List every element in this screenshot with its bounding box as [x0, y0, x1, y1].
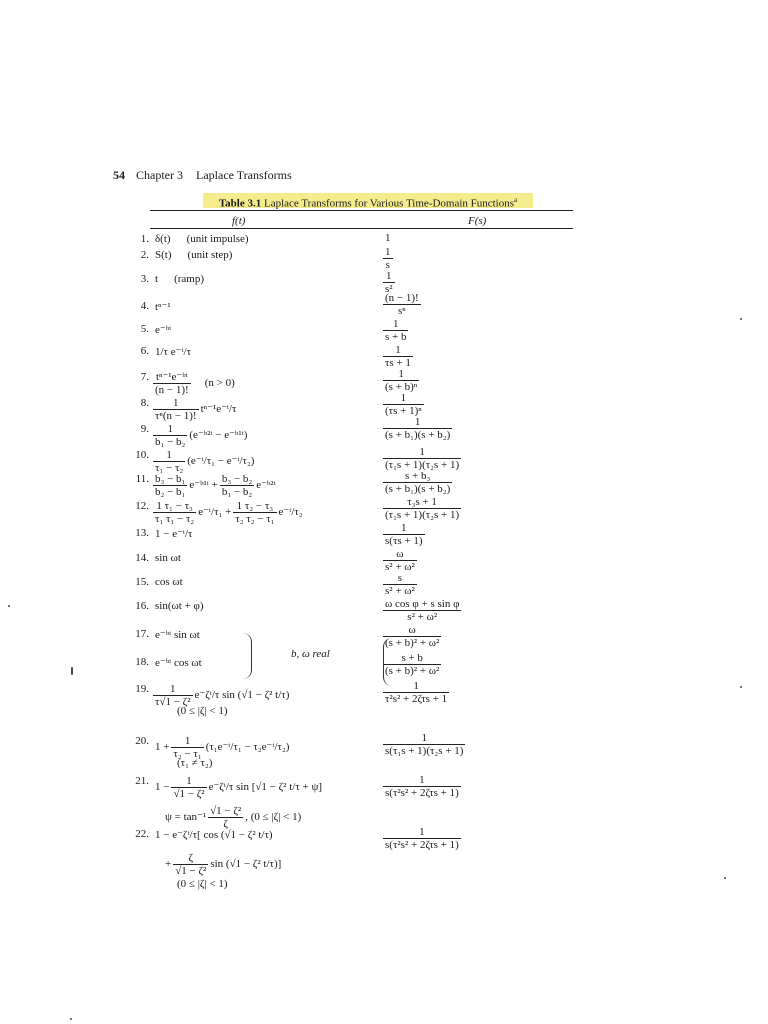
formula-text: (e⁻ᵗ/τ₁ − e⁻ᵗ/τ₂): [187, 455, 255, 468]
formula-text: (τ₁e⁻ᵗ/τ₁ − τ₂e⁻ᵗ/τ₂): [205, 741, 290, 754]
laplace-transform: [383, 416, 452, 441]
row-number: 22.: [135, 828, 149, 840]
laplace-transform: [383, 826, 461, 851]
laplace-transform: [383, 246, 393, 271]
row-number: 2.: [140, 249, 149, 261]
formula-text: sin (√1 − ζ² t/τ)]: [210, 858, 282, 871]
fraction: [383, 246, 393, 271]
fraction: [171, 775, 206, 800]
function-condition: [175, 878, 230, 890]
row-number: 17.: [135, 628, 149, 640]
ft-n: 1: [153, 397, 199, 410]
fs-n: ω: [383, 548, 417, 561]
fs-n: 1: [383, 270, 395, 283]
fs-d: sⁿ: [397, 305, 406, 317]
time-domain-function: [153, 323, 173, 336]
table-header-rule: [150, 228, 573, 229]
ft2-n: ζ: [173, 852, 208, 865]
fs-n: τ₃s + 1: [383, 496, 461, 509]
right-brace: [243, 633, 252, 679]
fs-n: 1: [383, 446, 461, 459]
fs-d: (τs + 1)ⁿ: [385, 405, 422, 417]
fraction: [383, 344, 413, 369]
ft-d: τ√1 − ζ²: [155, 696, 191, 708]
fs-n: 1: [383, 774, 461, 787]
fs-n: 1: [383, 732, 465, 745]
time-domain-function: [153, 600, 206, 612]
laplace-transform: [383, 470, 452, 495]
row-number: 10.: [135, 449, 149, 461]
function-condition: [163, 805, 303, 830]
ft-n2: 1 τ₂ − τ₃: [233, 500, 276, 513]
row-number: 19.: [135, 683, 149, 695]
ft-d2: b₁ − b₂: [221, 486, 253, 498]
fs-d: s² + ω²: [385, 561, 415, 573]
row-number: 7.: [140, 371, 149, 383]
scan-speck: [724, 877, 726, 879]
ft-d: b₁ − b₂: [155, 436, 186, 448]
row-number: 6.: [140, 345, 149, 357]
fraction: [383, 292, 421, 317]
laplace-transform: [383, 680, 449, 705]
row-number: 18.: [135, 656, 149, 668]
row-number: 12.: [135, 500, 149, 512]
fraction: [153, 500, 196, 525]
cond-n: √1 − ζ²: [210, 805, 242, 817]
laplace-transform: [383, 392, 424, 417]
fs-d: (s + b)² + ω²: [385, 637, 440, 649]
time-domain-function: [153, 500, 305, 525]
laplace-transform: [383, 318, 408, 343]
laplace-transform: [383, 292, 421, 317]
time-domain-function: [153, 397, 238, 422]
fs-n: 1: [383, 522, 425, 535]
fraction: [383, 496, 461, 521]
row-number: 15.: [135, 576, 149, 588]
chapter-label: Chapter 3: [136, 168, 183, 182]
ft2-d: √1 − ζ²: [175, 865, 207, 877]
function-condition: [175, 705, 230, 717]
formula-text: S(t): [155, 249, 172, 261]
formula-text: , (0 ≤ |ζ| < 1): [245, 811, 302, 824]
fraction: [383, 598, 461, 623]
laplace-transform: [383, 572, 417, 597]
fraction: [208, 805, 243, 830]
fs-n: 1: [383, 344, 413, 357]
col-header-time: f(t): [232, 215, 246, 227]
laplace-transform: [383, 496, 461, 521]
fs-d: s(τ²s² + 2ζτs + 1): [385, 787, 459, 799]
time-domain-function: [153, 527, 194, 540]
fraction: [153, 473, 187, 498]
formula-text: 1 −: [155, 781, 170, 794]
formula-text: 1 − e⁻ᵗ/τ: [155, 528, 193, 540]
scan-speck: [8, 605, 10, 607]
scan-speck: [71, 667, 73, 675]
footnote-marker: a: [514, 196, 518, 204]
formula-text: e⁻ᵇ¹ᵗ +: [189, 479, 218, 492]
formula-text: t: [155, 273, 159, 285]
time-domain-function: [153, 273, 206, 285]
fraction: [153, 423, 187, 448]
ft-d: τ₁ τ₁ − τ₂: [155, 513, 195, 525]
row-number: 13.: [135, 527, 149, 539]
ft-n: 1: [153, 683, 193, 696]
time-domain-function: [153, 576, 185, 588]
row-number: 1.: [140, 233, 149, 245]
formula-text: δ(t): [155, 233, 171, 245]
fs-d: τs + 1: [385, 357, 411, 369]
chapter-title: Laplace Transforms: [196, 168, 292, 182]
fs-n: 1: [383, 368, 419, 381]
row-number: 8.: [140, 397, 149, 409]
fs-d: (s + b)² + ω²: [385, 665, 440, 677]
ft-n: 1: [171, 775, 206, 788]
time-domain-function: [153, 473, 278, 498]
fraction: [220, 473, 254, 498]
fs-n: 1: [383, 826, 461, 839]
formula-text: 1/τ e⁻ᵗ/τ: [155, 346, 191, 358]
fs-n: s + b: [383, 652, 441, 665]
page-number: 54: [113, 168, 125, 182]
fs-n: (n − 1)!: [385, 292, 419, 304]
formula-text: tⁿ⁻¹e⁻ᵗ/τ: [200, 403, 237, 416]
fs-d: s(τ²s² + 2ζτs + 1): [385, 839, 459, 851]
ft-n: 1: [153, 449, 185, 462]
row-number: 20.: [135, 735, 149, 747]
fs-d: s: [385, 259, 390, 271]
col-header-freq: F(s): [468, 215, 487, 227]
laplace-transform: [383, 446, 461, 471]
formula-text: cos ωt: [155, 576, 183, 588]
function-note: (ramp): [174, 273, 204, 285]
function-condition: [175, 757, 214, 769]
ft-d: √1 − ζ²: [173, 788, 205, 800]
row-number: 3.: [140, 273, 149, 285]
laplace-transform: [383, 344, 413, 369]
fs-d: τ²s² + 2ζτs + 1: [385, 693, 448, 705]
formula-text: tⁿ⁻¹: [155, 301, 171, 313]
fs-d: s + b: [385, 331, 407, 343]
fs-d: (s + b)ⁿ: [385, 381, 418, 393]
left-brace: [383, 638, 392, 686]
fs-n: 1: [383, 680, 449, 693]
fraction: [383, 774, 461, 799]
table-top-rule: [150, 210, 573, 211]
ft-n: 1 τ₁ − τ₃: [153, 500, 196, 513]
formula-text: (e⁻ᵇ²ᵗ − e⁻ᵇ¹ᵗ): [189, 429, 248, 442]
laplace-transform: [383, 232, 393, 244]
time-domain-function: [153, 449, 256, 474]
fs-d: (τ₁s + 1)(τ₂s + 1): [385, 459, 460, 471]
function-note: (unit impulse): [186, 233, 249, 245]
formula-text: sin(ωt + φ): [155, 600, 204, 612]
laplace-transform: [383, 548, 417, 573]
time-domain-function: [153, 371, 237, 396]
ft-n: tⁿ⁻¹e⁻ᵇᵗ: [153, 371, 191, 384]
fs-n: s + b₃: [383, 470, 452, 483]
formula-text: e⁻ζᵗ/τ sin (√1 − ζ² t/τ): [194, 689, 290, 702]
ft-n: b₃ − b₁: [155, 473, 186, 485]
formula-text: e⁻ᵗ/τ₂: [278, 506, 303, 519]
formula-text: 1 +: [155, 741, 170, 754]
fraction: [383, 470, 452, 495]
fraction: [383, 368, 419, 393]
formula-text: ψ = tan⁻¹: [165, 811, 207, 824]
ft-d: τⁿ(n − 1)!: [155, 410, 197, 422]
fraction: [383, 680, 449, 705]
fs-d: s(τs + 1): [385, 535, 423, 547]
time-domain-function: [153, 735, 291, 760]
time-domain-function: [153, 423, 249, 448]
ft-d: τ₂ − τ₁: [173, 748, 202, 760]
fs-n: s: [383, 572, 417, 585]
time-domain-function: [153, 628, 202, 641]
scan-speck: [740, 686, 742, 688]
time-domain-function: [153, 300, 173, 313]
fs-d: s² + ω²: [407, 611, 438, 623]
fraction: [383, 318, 408, 343]
formula-text: e⁻ᵇᵗ sin ωt: [155, 629, 200, 641]
fraction: [383, 572, 417, 597]
ft-n: 1: [171, 735, 203, 748]
row-number: 11.: [135, 473, 149, 485]
row-number: 5.: [140, 323, 149, 335]
row-number: 16.: [135, 600, 149, 612]
laplace-transform: [383, 732, 465, 757]
fs-n: ω cos φ + s sin φ: [385, 598, 460, 610]
fraction: [153, 371, 191, 396]
fs-d: (τ₁s + 1)(τ₂s + 1): [385, 509, 460, 521]
time-domain-function: [153, 233, 251, 245]
formula-text: 1: [385, 232, 391, 244]
fraction: [153, 397, 199, 422]
fs-n: 1: [385, 246, 391, 258]
fs-d: s² + ω²: [385, 585, 415, 597]
row-number: 21.: [135, 775, 149, 787]
formula-text: sin ωt: [155, 552, 181, 564]
laplace-transform: [383, 368, 419, 393]
function-note: (unit step): [187, 249, 233, 261]
fraction: [383, 548, 417, 573]
fs-d: s(τ₁s + 1)(τ₂s + 1): [385, 745, 464, 757]
formula-text: (0 ≤ |ζ| < 1): [177, 878, 228, 890]
formula-text: e⁻ᵇ²ᵗ: [256, 479, 276, 492]
fs-n: 1: [383, 318, 408, 331]
time-domain-function: [153, 345, 193, 358]
fraction: [383, 826, 461, 851]
page-header: [113, 168, 292, 183]
table-title: [203, 193, 533, 208]
formula-text: 1 − e⁻ζᵗ/τ[ cos (√1 − ζ² t/τ): [155, 829, 273, 841]
ft-d: τ₁ − τ₂: [155, 462, 184, 474]
time-domain-function: [153, 249, 234, 261]
time-domain-function: [153, 775, 324, 800]
fraction: [153, 449, 185, 474]
fs-d: s²: [385, 283, 393, 295]
fraction: [383, 446, 461, 471]
table-title-text: Laplace Transforms for Various Time-Domain Functions: [263, 197, 515, 210]
row-number: 4.: [140, 300, 149, 312]
time-domain-function: [153, 552, 183, 564]
formula-text: e⁻ᵇᵗ: [155, 324, 172, 336]
fraction: [383, 732, 465, 757]
formula-text: e⁻ᵇᵗ cos ωt: [155, 657, 202, 669]
formula-text: e⁻ᵗ/τ₁ +: [198, 506, 232, 519]
laplace-transform: [383, 522, 425, 547]
shared-condition: b, ω real: [291, 648, 330, 660]
ft-d: b₂ − b₁: [155, 486, 186, 498]
ft-n2: b₃ − b₂: [221, 473, 253, 485]
function-continuation: [163, 852, 283, 877]
formula-text: e⁻ζᵗ/τ sin [√1 − ζ² t/τ + ψ]: [208, 781, 323, 794]
table-label: Table 3.1: [218, 197, 262, 210]
row-number: 9.: [140, 423, 149, 435]
cond-d: ζ: [223, 818, 228, 830]
laplace-transform: [383, 598, 461, 623]
time-domain-function: [153, 828, 275, 841]
fraction: [383, 392, 424, 417]
fs-d: (s + b₁)(s + b₂): [385, 483, 451, 495]
fraction: [383, 416, 452, 441]
scan-speck: [740, 318, 742, 320]
formula-text: +: [165, 858, 172, 871]
ft-n: 1: [153, 423, 187, 436]
fs-d: (s + b₁)(s + b₂): [385, 429, 451, 441]
formula-text: (τ₁ ≠ τ₂): [177, 757, 213, 769]
time-domain-function: [153, 656, 204, 669]
fs-n: 1: [383, 392, 424, 405]
fs-n: ω: [383, 624, 441, 637]
laplace-transform: [383, 774, 461, 799]
function-note: (n > 0): [204, 377, 235, 390]
ft-d: (n − 1)!: [155, 384, 189, 396]
ft-d2: τ₂ τ₂ − τ₁: [235, 513, 275, 525]
fraction: [173, 852, 208, 877]
row-number: 14.: [135, 552, 149, 564]
fraction: [383, 522, 425, 547]
fs-n: 1: [383, 416, 452, 429]
fraction: [233, 500, 276, 525]
scan-speck: [70, 1018, 72, 1020]
formula-text: (0 ≤ |ζ| < 1): [177, 705, 228, 717]
